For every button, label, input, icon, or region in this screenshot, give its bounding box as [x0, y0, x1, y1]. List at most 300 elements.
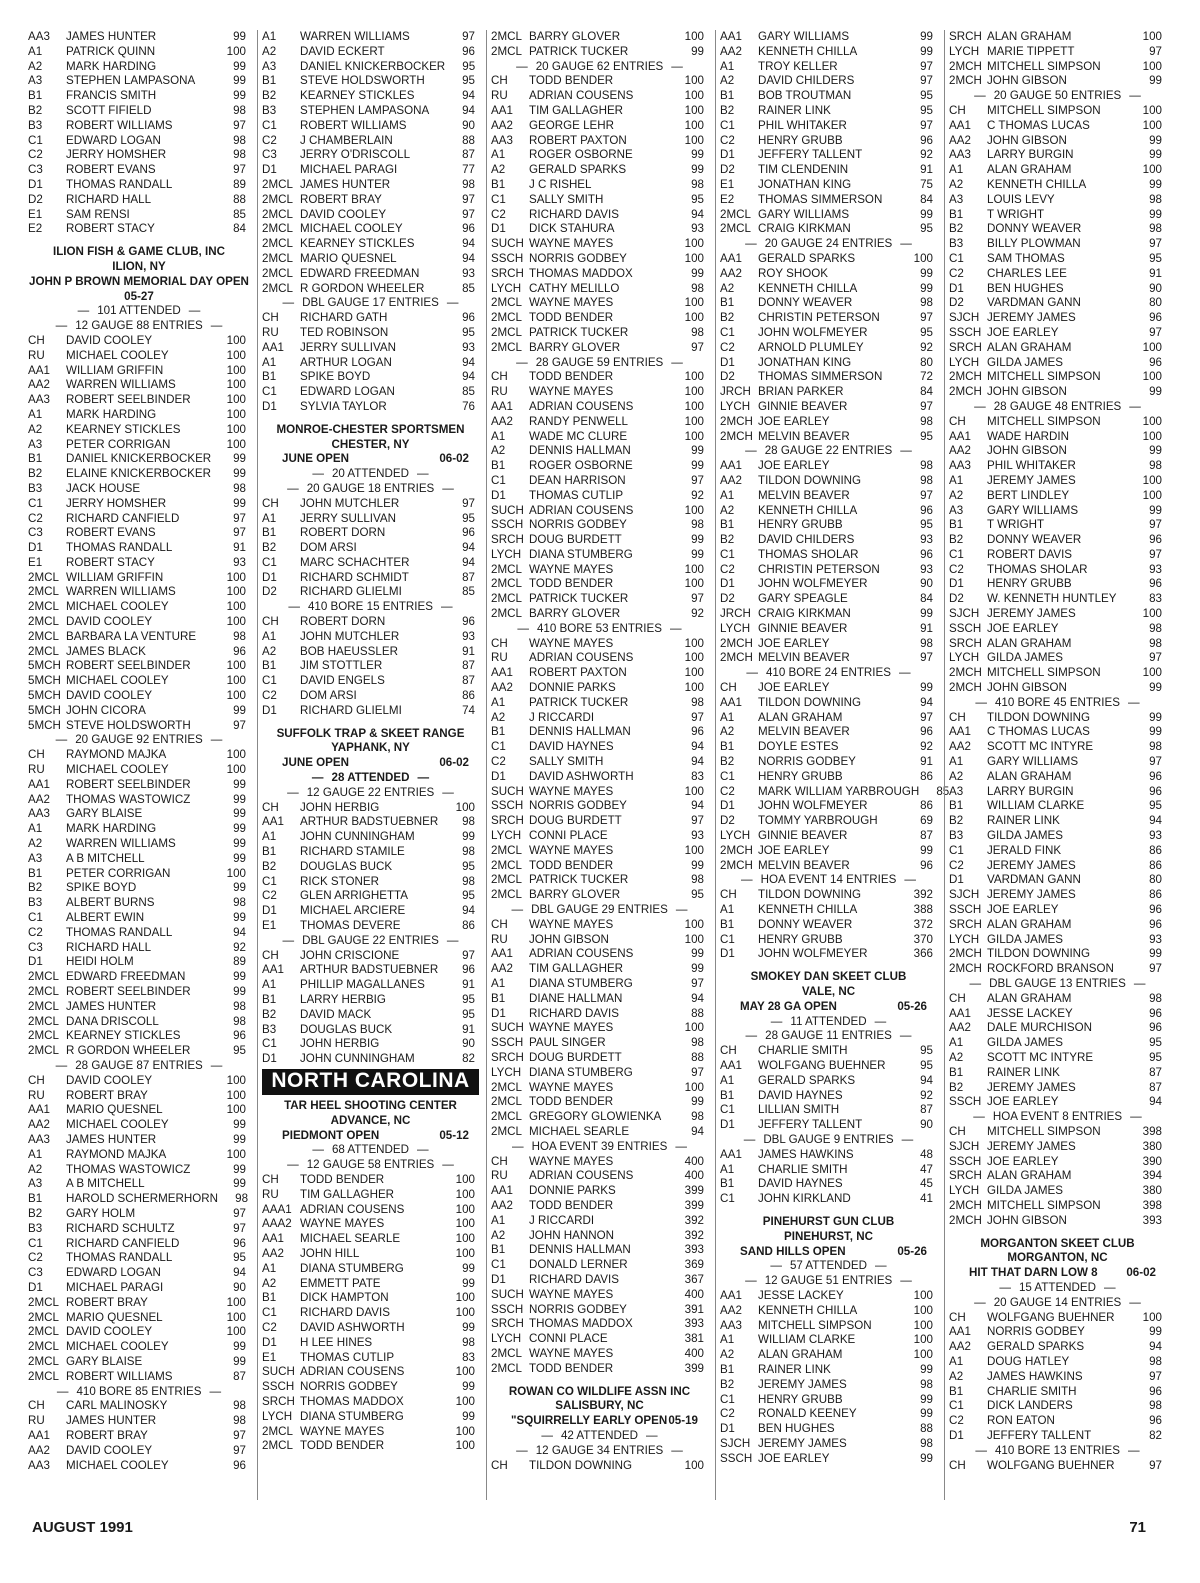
shooter-name: MITCHELL SIMPSON: [987, 1198, 1101, 1212]
result-row: [491, 533, 708, 548]
result-row: [262, 556, 479, 571]
score: 98: [462, 845, 475, 859]
shooter-name: WARREN WILLIAMS: [66, 378, 176, 392]
score: 90: [462, 1037, 475, 1051]
score: 96: [920, 858, 933, 872]
score: 99: [1149, 725, 1162, 739]
score: 96: [233, 1236, 246, 1250]
score: 94: [920, 1073, 933, 1087]
result-row: [949, 548, 1166, 563]
score: 87: [462, 674, 475, 688]
result-row: [262, 1262, 479, 1277]
shooter-name: JOHN GIBSON: [987, 385, 1067, 399]
class-code: 2MCH: [720, 636, 753, 650]
shooter-name: JOHN MUTCHLER: [300, 496, 400, 510]
shooter-name: JEFFERY TALLENT: [987, 1428, 1092, 1442]
shoot-date: 05-12: [439, 1128, 469, 1142]
result-row: [720, 888, 937, 903]
shooter-name: TOMMY YARBROUGH: [758, 814, 878, 828]
shooter-name: ROBERT DORN: [300, 615, 386, 629]
shooter-name: DOUGLAS BUCK: [300, 1022, 393, 1036]
class-code: C1: [262, 118, 277, 132]
class-code: CH: [720, 1044, 737, 1058]
result-row: [28, 659, 250, 674]
score: 92: [920, 340, 933, 354]
shooter-name: JOHN WOLFMEYER: [758, 947, 868, 961]
result-row: [720, 1059, 937, 1074]
class-code: SRCH: [491, 1317, 524, 1331]
result-row: [28, 1148, 250, 1163]
class-code: D1: [949, 577, 964, 591]
class-code: B1: [720, 1088, 735, 1102]
class-code: AA1: [949, 118, 971, 132]
event-subheading: — 410 BORE 53 ENTRIES —: [517, 621, 682, 635]
score: 380: [1142, 1139, 1162, 1153]
result-row: [491, 104, 708, 119]
score: 99: [233, 452, 246, 466]
class-code: D1: [720, 1118, 735, 1132]
shooter-name: KENNETH CHILLA: [758, 281, 858, 295]
result-row: [28, 1444, 250, 1459]
shooter-name: GARY HOLM: [66, 1206, 136, 1220]
class-code: A1: [262, 511, 277, 525]
issue-date: AUGUST 1991: [32, 1519, 133, 1536]
class-code: LYCH: [491, 547, 522, 561]
score: 399: [684, 1184, 704, 1198]
score: 99: [462, 1261, 475, 1275]
result-row: [28, 1118, 250, 1133]
shooter-name: LARRY BURGIN: [987, 784, 1074, 798]
class-code: C3: [28, 940, 43, 954]
shooter-name: EDWARD LOGAN: [66, 1266, 161, 1280]
class-code: B1: [491, 177, 506, 191]
score: 96: [462, 44, 475, 58]
result-row: [720, 681, 937, 696]
result-row: [949, 829, 1166, 844]
shooter-name: ROBERT PAXTON: [529, 133, 627, 147]
shoot-title: [720, 1000, 937, 1015]
shooter-name: CHARLES LEE: [987, 266, 1067, 280]
class-code: AA3: [28, 807, 50, 821]
class-code: B1: [949, 1384, 964, 1398]
score: 97: [462, 948, 475, 962]
shooter-name: ALAN GRAHAM: [987, 340, 1072, 354]
shooter-name: ADRIAN COUSENS: [529, 1169, 634, 1183]
shooter-name: DAVID COOLEY: [300, 207, 387, 221]
class-code: SSCH: [720, 1451, 753, 1465]
score: 99: [233, 970, 246, 984]
result-row: [720, 711, 937, 726]
shooter-name: GEORGE LEHR: [529, 118, 615, 132]
shooter-name: RAINER LINK: [758, 103, 831, 117]
class-code: AA2: [28, 378, 50, 392]
score: 100: [226, 363, 246, 377]
result-row: [491, 962, 708, 977]
class-code: D1: [720, 355, 735, 369]
score: 99: [920, 30, 933, 43]
result-row: [28, 600, 250, 615]
class-code: CH: [262, 311, 279, 325]
score: 372: [913, 917, 933, 931]
shooter-name: JOHN GIBSON: [987, 74, 1067, 88]
class-code: CH: [949, 1310, 966, 1324]
result-row: [720, 903, 937, 918]
score: 98: [920, 636, 933, 650]
result-row: [949, 681, 1166, 696]
class-code: AA1: [720, 1288, 742, 1302]
event-subheading: — 20 GAUGE 50 ENTRIES —: [974, 89, 1141, 103]
shoot-title: [720, 1245, 937, 1260]
score: 93: [462, 340, 475, 354]
shooter-name: JEFFERY TALLENT: [758, 1118, 863, 1132]
shooter-name: JEREMY JAMES: [987, 1139, 1076, 1153]
class-code: D2: [949, 296, 964, 310]
class-code: B1: [491, 991, 506, 1005]
class-code: AA3: [28, 1458, 50, 1472]
class-code: AA1: [491, 1184, 513, 1198]
event-subheading: — 12 GAUGE 58 ENTRIES —: [287, 1158, 454, 1172]
shooter-name: WILLIAM CLARKE: [758, 1333, 856, 1347]
score: 94: [462, 237, 475, 251]
result-row: [491, 755, 708, 770]
result-row: [949, 1399, 1166, 1414]
shooter-name: DOYLE ESTES: [758, 740, 839, 754]
class-code: C1: [720, 1392, 735, 1406]
result-row: [491, 415, 708, 430]
event-subheading-text: 12 GAUGE 22 ENTRIES: [306, 785, 435, 799]
club-heading: TAR HEEL SHOOTING CENTER: [284, 1098, 457, 1112]
score: 400: [684, 1346, 704, 1360]
score: 99: [691, 947, 704, 961]
shooter-name: JOHN KIRKLAND: [758, 1192, 851, 1206]
shooter-name: JEREMY JAMES: [758, 1377, 847, 1391]
class-code: A3: [28, 74, 43, 88]
shooter-name: PAUL SINGER: [529, 1036, 606, 1050]
column-5: [944, 30, 1166, 1500]
score: 100: [455, 1232, 475, 1246]
class-code: AA2: [491, 414, 513, 428]
club-heading: JOHN P BROWN MEMORIAL DAY OPEN: [29, 274, 249, 288]
class-code: B2: [949, 1080, 964, 1094]
result-row: [949, 607, 1166, 622]
class-code: A1: [720, 710, 735, 724]
score: 96: [462, 222, 475, 236]
shooter-name: DAVID ASHWORTH: [529, 769, 634, 783]
club-heading: SALISBURY, NC: [555, 1399, 644, 1413]
score: 100: [684, 932, 704, 946]
score: 96: [233, 644, 246, 658]
class-code: 2MCL: [491, 562, 522, 576]
result-row: [491, 430, 708, 445]
result-row: [28, 1429, 250, 1444]
class-code: 2MCL: [262, 251, 293, 265]
shooter-name: THOMAS SIMMERSON: [758, 370, 883, 384]
class-code: AA3: [28, 393, 50, 407]
class-code: 2MCL: [491, 873, 522, 887]
event-subheading: — 20 GAUGE 18 ENTRIES —: [287, 481, 454, 495]
class-code: A1: [262, 30, 277, 43]
event-subheading-text: 410 BORE 15 ENTRIES: [307, 600, 433, 614]
shooter-name: BERT LINDLEY: [987, 488, 1070, 502]
shooter-name: CHARLIE SMITH: [987, 1384, 1077, 1398]
result-row: [491, 459, 708, 474]
class-code: SSCH: [949, 903, 982, 917]
result-row: [949, 356, 1166, 371]
shooter-name: J C RISHEL: [529, 177, 592, 191]
shooter-name: TODD BENDER: [529, 370, 614, 384]
result-row: [28, 926, 250, 941]
shooter-name: KEARNEY STICKLES: [66, 1029, 181, 1043]
class-code: SJCH: [949, 311, 980, 325]
result-row: [28, 1222, 250, 1237]
class-code: D1: [949, 1428, 964, 1442]
score: 86: [1149, 843, 1162, 857]
class-code: SJCH: [949, 607, 980, 621]
result-row: [949, 933, 1166, 948]
result-row: [720, 370, 937, 385]
class-code: AA3: [28, 30, 50, 43]
result-row: [949, 755, 1166, 770]
shooter-name: TILDON DOWNING: [987, 710, 1091, 724]
class-code: A3: [949, 784, 964, 798]
shooter-name: TILDON DOWNING: [987, 947, 1091, 961]
class-code: A2: [28, 422, 43, 436]
score: 98: [691, 873, 704, 887]
result-row: [949, 533, 1166, 548]
score: 87: [462, 570, 475, 584]
result-row: [262, 1232, 479, 1247]
score: 94: [691, 740, 704, 754]
class-code: 2MCH: [949, 962, 982, 976]
score: 76: [462, 399, 475, 413]
result-row: [262, 208, 479, 223]
class-code: 2MCL: [28, 615, 59, 629]
result-row: [491, 252, 708, 267]
class-code: A1: [491, 429, 506, 443]
shooter-name: RANDY PENWELL: [529, 414, 629, 428]
shooter-name: GINNIE BEAVER: [758, 621, 848, 635]
score: 98: [233, 1399, 246, 1413]
shooter-name: STEVE HOLDSWORTH: [66, 718, 191, 732]
score: 91: [920, 755, 933, 769]
class-code: 2MCL: [28, 985, 59, 998]
event-subheading: — 28 GAUGE 11 ENTRIES —: [745, 1029, 912, 1043]
shoot-name: HIT THAT DARN LOW 8: [969, 1266, 1098, 1280]
shooter-name: CRAIG KIRKMAN: [758, 222, 851, 236]
shooter-name: MARK HARDING: [66, 59, 157, 73]
score: 100: [1142, 340, 1162, 354]
section-gap: [491, 1377, 708, 1385]
shooter-name: BEN HUGHES: [987, 281, 1064, 295]
shooter-name: MARIO QUESNEL: [66, 1103, 163, 1117]
score: 95: [920, 518, 933, 532]
result-row: [949, 563, 1166, 578]
column-1: [28, 30, 250, 1500]
result-row: [491, 873, 708, 888]
event-subheading: — 20 ATTENDED —: [312, 467, 429, 481]
class-code: AA1: [28, 777, 50, 791]
shooter-name: ROBERT WILLIAMS: [66, 118, 173, 132]
result-row: [949, 459, 1166, 474]
class-code: E1: [28, 555, 43, 569]
class-code: B1: [949, 799, 964, 813]
class-code: SRCH: [949, 30, 982, 43]
result-row: [949, 60, 1166, 75]
score: 94: [462, 103, 475, 117]
result-row: [720, 1289, 937, 1304]
event-subheading: — 410 BORE 85 ENTRIES —: [56, 1384, 222, 1398]
class-code: 2MCL: [262, 177, 293, 191]
class-code: LYCH: [949, 44, 980, 58]
shooter-name: RON EATON: [987, 1414, 1055, 1428]
class-code: D1: [28, 541, 43, 555]
class-code: A1: [720, 59, 735, 73]
score: 88: [691, 1006, 704, 1020]
result-row: [491, 577, 708, 592]
class-code: AA1: [491, 666, 513, 680]
result-row: [949, 444, 1166, 459]
class-code: B2: [720, 755, 735, 769]
score: 400: [684, 1287, 704, 1301]
result-row: [28, 719, 250, 734]
class-code: E1: [262, 919, 277, 933]
shooter-name: DOUGLAS BUCK: [300, 859, 393, 873]
score: 95: [920, 1058, 933, 1072]
result-row: [262, 1188, 479, 1203]
class-code: A1: [262, 978, 277, 992]
shooter-name: JOE EARLEY: [987, 1095, 1059, 1109]
class-code: 2MCL: [491, 607, 522, 621]
score: 96: [1149, 311, 1162, 325]
result-row: [28, 793, 250, 808]
club-heading: MORGANTON SKEET CLUB: [980, 1236, 1135, 1250]
result-row: [491, 341, 708, 356]
score: 87: [1149, 1065, 1162, 1079]
score: 87: [1149, 1080, 1162, 1094]
result-row: [720, 341, 937, 356]
class-code: RU: [262, 325, 279, 339]
result-row: [491, 829, 708, 844]
score: 82: [462, 1052, 475, 1066]
result-row: [262, 630, 479, 645]
score: 93: [1149, 932, 1162, 946]
class-code: 2MCH: [949, 666, 982, 680]
shooter-name: DAVID COOLEY: [66, 333, 153, 347]
class-code: 2MCL: [491, 577, 522, 591]
class-code: D1: [262, 399, 277, 413]
result-row: [720, 1044, 937, 1059]
class-code: AA2: [491, 962, 513, 976]
shooter-name: GREGORY GLOWIENKA: [529, 1110, 662, 1124]
score: 100: [455, 1424, 475, 1438]
result-row: [491, 134, 708, 149]
class-code: C2: [28, 148, 43, 162]
class-code: D1: [491, 1006, 506, 1020]
shooter-name: WILLIAM CLARKE: [987, 799, 1085, 813]
result-row: [262, 370, 479, 385]
result-row: [720, 1103, 937, 1118]
result-row: [491, 888, 708, 903]
score: 93: [691, 829, 704, 843]
score: 98: [691, 695, 704, 709]
score: 97: [233, 511, 246, 525]
score: 99: [691, 459, 704, 473]
result-row: [949, 252, 1166, 267]
shooter-name: JEREMY JAMES: [987, 311, 1076, 325]
score: 99: [1149, 503, 1162, 517]
result-row: [491, 1081, 708, 1096]
class-code: D1: [491, 222, 506, 236]
class-code: C1: [949, 251, 964, 265]
result-row: [28, 1103, 250, 1118]
class-code: A2: [491, 163, 506, 177]
class-code: C2: [491, 755, 506, 769]
result-row: [720, 533, 937, 548]
class-code: CH: [262, 1172, 279, 1186]
class-code: B1: [262, 1291, 277, 1305]
shooter-name: GILDA JAMES: [987, 932, 1064, 946]
score: 96: [462, 311, 475, 325]
result-row: [262, 385, 479, 400]
class-code: AA1: [720, 695, 742, 709]
shooter-name: JOE EARLEY: [758, 843, 830, 857]
shoot-name: "SQUIRRELLY EARLY OPEN: [511, 1414, 668, 1428]
score: 91: [462, 1022, 475, 1036]
class-code: A1: [262, 830, 277, 844]
column-2: [257, 30, 479, 1500]
result-row: [28, 1355, 250, 1370]
class-code: 2MCL: [262, 192, 293, 206]
class-code: SUCH: [262, 1365, 295, 1379]
event-subheading: — 12 GAUGE 34 ENTRIES —: [516, 1443, 683, 1457]
shooter-name: JOE EARLEY: [758, 414, 830, 428]
score: 94: [233, 925, 246, 939]
shooter-name: JAMES HUNTER: [66, 1132, 157, 1146]
class-code: AA1: [262, 963, 284, 977]
class-code: CH: [720, 681, 737, 695]
class-code: SJCH: [949, 888, 980, 902]
score: 98: [920, 473, 933, 487]
score: 100: [1142, 118, 1162, 132]
shooter-name: JERRY HOMSHER: [66, 496, 167, 510]
class-code: SSCH: [491, 799, 524, 813]
event-subheading-text: 12 GAUGE 51 ENTRIES: [764, 1274, 893, 1288]
result-row: [262, 541, 479, 556]
score: 83: [462, 1350, 475, 1364]
class-code: 2MCL: [491, 888, 522, 902]
result-row: [720, 859, 937, 874]
shooter-name: DANIEL KNICKERBOCKER: [66, 452, 212, 466]
result-row: [28, 585, 250, 600]
score: 99: [691, 962, 704, 976]
result-row: [262, 356, 479, 371]
class-code: 2MCL: [28, 970, 59, 984]
shooter-name: TODD BENDER: [529, 858, 614, 872]
result-row: [720, 1437, 937, 1452]
shoot-date: 06-02: [439, 756, 469, 770]
shooter-name: TILDON DOWNING: [758, 888, 862, 902]
result-row: [491, 1184, 708, 1199]
event-subheading-text: DBL GAUGE 22 ENTRIES: [302, 933, 439, 947]
class-code: C1: [262, 1037, 277, 1051]
club-heading: PINEHURST GUN CLUB: [762, 1214, 895, 1228]
score: 99: [233, 985, 246, 998]
class-code: A2: [262, 1276, 277, 1290]
shooter-name: WOLFGANG BUEHNER: [758, 1058, 886, 1072]
result-row: [262, 178, 479, 193]
result-row: [720, 784, 950, 800]
class-code: 2MCL: [491, 44, 522, 58]
